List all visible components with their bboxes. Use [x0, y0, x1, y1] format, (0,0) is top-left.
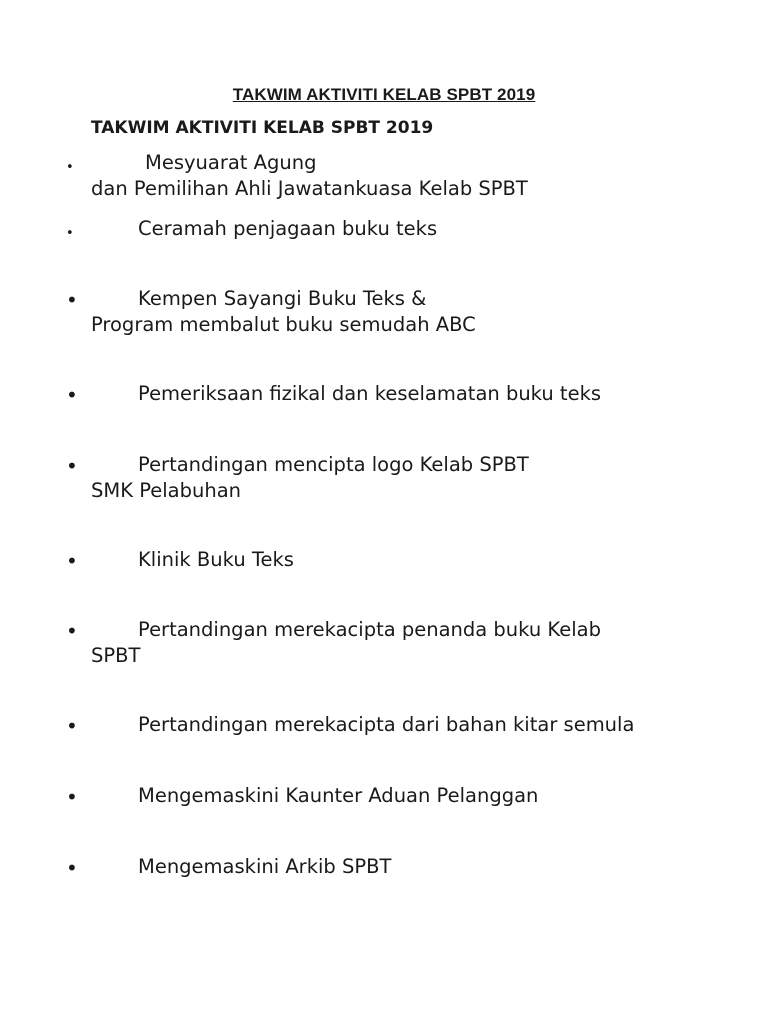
- activity-line: Klinik Buku Teks: [138, 548, 294, 571]
- bullet-icon: •: [66, 160, 74, 175]
- activity-line-continued: SMK Pelabuhan: [91, 479, 242, 502]
- bullet-icon: •: [66, 619, 78, 643]
- bullet-icon: •: [66, 383, 78, 407]
- bullet-icon: •: [66, 288, 78, 312]
- bullet-icon: •: [66, 714, 78, 738]
- activity-line: Pertandingan mencipta logo Kelab SPBT: [138, 453, 529, 476]
- activity-line: Ceramah penjagaan buku teks: [138, 217, 438, 240]
- document-subtitle: TAKWIM AKTIVITI KELAB SPBT 2019: [91, 118, 434, 138]
- activity-line: Mesyuarat Agung: [145, 151, 317, 174]
- bullet-icon: •: [66, 785, 78, 809]
- document-title: TAKWIM AKTIVITI KELAB SPBT 2019: [232, 85, 536, 104]
- bullet-icon: •: [66, 856, 78, 880]
- activity-line: Kempen Sayangi Buku Teks &: [138, 287, 427, 310]
- bullet-icon: •: [66, 454, 78, 478]
- bullet-icon: •: [66, 549, 78, 573]
- activity-line-continued: SPBT: [91, 644, 141, 667]
- activity-line: Pemeriksaan fizikal dan keselamatan buku teks: [138, 382, 602, 405]
- activity-line: Mengemaskini Kaunter Aduan Pelanggan: [138, 784, 539, 807]
- activity-line: Pertandingan merekacipta penanda buku Kelab: [138, 618, 601, 641]
- activity-line: Mengemaskini Arkib SPBT: [138, 855, 392, 878]
- activity-line: Pertandingan merekacipta dari bahan kitar semula: [138, 713, 635, 736]
- activity-line-continued: Program membalut buku semudah ABC: [91, 313, 476, 336]
- bullet-icon: •: [66, 226, 74, 241]
- activity-line-continued: dan Pemilihan Ahli Jawatankuasa Kelab SPBT: [91, 177, 528, 200]
